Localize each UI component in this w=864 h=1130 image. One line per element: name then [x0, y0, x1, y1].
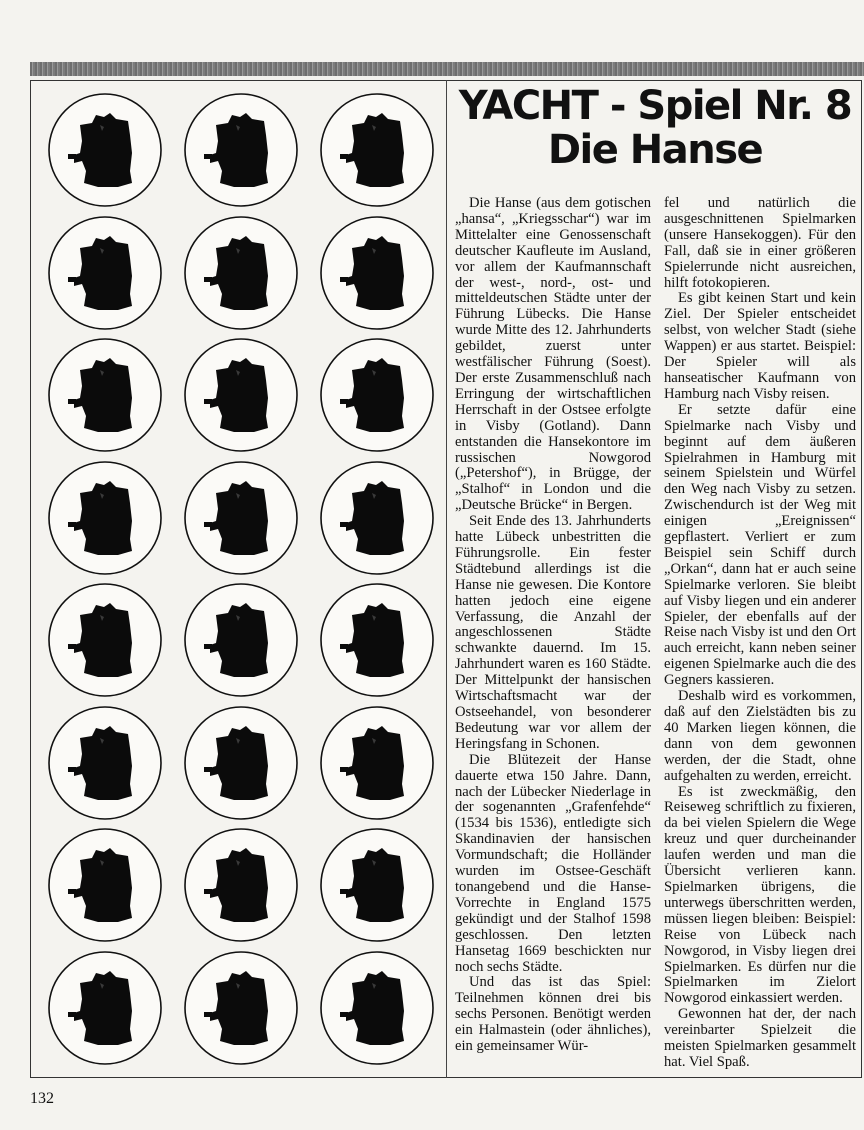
- hanse-kogge-game-token-icon: [182, 704, 300, 822]
- game-token: [318, 214, 436, 332]
- article-paragraph: Er setzte dafür eine Spielmarke nach Visby und beginnt auf dem äußeren Spielrahmen in Hamburg mit seinem Spielstein und Würfel den Weg nach Visby zu setzen. Zwischendurch ist der Weg mit einigen „Ereignissen“ gepflastert. Verliert er zum Beispiel sein Schiff durch „Orkan“, dann hat er auch seine Spielmarke verloren. Sie bleibt auf Visby liegen und ein anderer Spieler, der ebenfalls auf der Reise nach Visby ist und den Ort auch erreicht, kann neben seiner eigenen Spielmarke auch die des Gegners kassieren.: [664, 401, 856, 689]
- hanse-kogge-game-token-icon: [318, 704, 436, 822]
- hanse-kogge-game-token-icon: [182, 214, 300, 332]
- hanse-kogge-game-token-icon: [318, 459, 436, 577]
- game-token: [318, 581, 436, 699]
- hanse-kogge-game-token-icon: [46, 949, 164, 1067]
- hanse-kogge-game-token-icon: [46, 826, 164, 944]
- hanse-kogge-game-token-icon: [46, 459, 164, 577]
- game-token: [318, 459, 436, 577]
- article-paragraph: Deshalb wird es vorkommen, daß auf den Zielstädten bis zu 40 Marken liegen können, die dann von dem gewonnen werden, der die Stadt, ohne aufgehalten zu werden, erreicht.: [664, 688, 856, 784]
- article-paragraph: Es gibt keinen Start und kein Ziel. Der Spieler entscheidet selbst, von welcher Stadt (siehe Wappen) er aus startet. Beispiel: Der Spieler will als hanseatischer Kaufmann von Hamburg nach Visby reisen.: [664, 290, 856, 402]
- game-token: [182, 581, 300, 699]
- game-token: [182, 214, 300, 332]
- article-paragraph: Die Blütezeit der Hanse dauerte etwa 150 Jahre. Dann, nach der Lübecker Niederlage in der sogenannten „Grafenfehde“ (1534 bis 1536), entledigte sich Skandinavien der hansischen Vormundschaft; die Holländer wurden im Ostsee-Geschäft tonangebend und die Hanse-Vorrechte in England 1575 gekündigt und der Stalhof 1598 geschlossen. Den letzten Hansetag 1669 beschickten nur noch sechs Städte.: [455, 751, 651, 975]
- article-paragraph: Und das ist das Spiel: Teilnehmen können drei bis sechs Personen. Benötigt werden ein Halmastein (oder ähnliches), ein gemeinsamer Wür-: [455, 974, 651, 1055]
- game-token: [46, 581, 164, 699]
- hanse-kogge-game-token-icon: [318, 826, 436, 944]
- game-token: [318, 949, 436, 1067]
- hanse-kogge-game-token-icon: [318, 581, 436, 699]
- game-token: [46, 214, 164, 332]
- page-number: 132: [30, 1090, 54, 1107]
- column-divider: [446, 80, 447, 1078]
- game-token: [46, 949, 164, 1067]
- game-token: [182, 826, 300, 944]
- hanse-kogge-game-token-icon: [182, 336, 300, 454]
- article-column-1: [455, 196, 651, 1055]
- hanse-kogge-game-token-icon: [182, 459, 300, 577]
- game-token: [318, 91, 436, 209]
- top-halftone-bar: [30, 62, 864, 76]
- article-paragraph: Es ist zweckmäßig, den Reiseweg schriftlich zu fixieren, da bei vielen Spielern die Wege kreuz und quer durcheinander laufen werden und man die Übersicht verlieren kann. Spielmarken übrigens, die unterwegs überschritten werden, müssen liegen bleiben: Beispiel: Reise von Lübeck nach Nowgorod, in Visby liegen drei Spielmarken. Es dürfen nur die Spielmarken im Zielort Nowgorod einkassiert werden.: [664, 783, 856, 1007]
- game-token: [46, 704, 164, 822]
- article-paragraph: Gewonnen hat der, der nach vereinbarter Spielzeit die meisten Spielmarken gesammelt hat. Viel Spaß.: [664, 1006, 856, 1070]
- article-paragraph: Seit Ende des 13. Jahrhunderts hatte Lübeck unbestritten die Führungsrolle. Ein fester Städtebund allerdings ist die Hanse nie gewesen. Die Kontore hatten jedoch eine eigene Verfassung, die Anzahl der angeschlossenen Städte schwankte dauernd. Im 15. Jahrhundert waren es 160 Städte. Der Mittelpunkt der hansischen Wirtschaftsmacht war der Ostseehandel, von besonderer Bedeutung war vor allem der Heringsfang in Schonen.: [455, 513, 651, 752]
- game-token: [182, 949, 300, 1067]
- game-token: [182, 459, 300, 577]
- game-token: [182, 704, 300, 822]
- hanse-kogge-game-token-icon: [46, 581, 164, 699]
- game-token: [46, 336, 164, 454]
- hanse-kogge-game-token-icon: [46, 214, 164, 332]
- game-token: [46, 459, 164, 577]
- article-paragraph: Die Hanse (aus dem gotischen „hansa“, „Kriegsschar“) war im Mittelalter eine Genossenschaft deutscher Kaufleute im Ausland, vor allem der Kaufmannschaft der west-, nord-, ost- und mitteldeutschen Städte unter der Führung Lübecks. Die Hanse wurde Mitte des 12. Jahrhunderts gebildet, zuerst unter westfälischer Führung (Soest). Der erste Zusammenschluß nach Erringung der wirtschaftlichen Herrschaft in der Ostsee erfolgte in Visby (Gotland). Dann entstanden die Hansekontore im russischen Nowgorod („Petershof“), in Brügge, der „Stalhof“ in London und die „Deutsche Brücke“ in Bergen.: [455, 195, 651, 514]
- title-line-1: YACHT - Spiel Nr. 8: [458, 83, 852, 129]
- game-token-sheet: [30, 80, 446, 1078]
- hanse-kogge-game-token-icon: [318, 214, 436, 332]
- hanse-kogge-game-token-icon: [46, 704, 164, 822]
- hanse-kogge-game-token-icon: [318, 949, 436, 1067]
- game-token: [318, 826, 436, 944]
- hanse-kogge-game-token-icon: [318, 336, 436, 454]
- game-token: [318, 336, 436, 454]
- hanse-kogge-game-token-icon: [318, 91, 436, 209]
- hanse-kogge-game-token-icon: [182, 826, 300, 944]
- hanse-kogge-game-token-icon: [182, 581, 300, 699]
- game-token: [182, 336, 300, 454]
- game-token: [318, 704, 436, 822]
- game-token: [182, 91, 300, 209]
- hanse-kogge-game-token-icon: [46, 336, 164, 454]
- hanse-kogge-game-token-icon: [46, 91, 164, 209]
- title-line-2: Die Hanse: [547, 127, 763, 173]
- page-title: [448, 84, 862, 172]
- game-token: [46, 826, 164, 944]
- hanse-kogge-game-token-icon: [182, 949, 300, 1067]
- hanse-kogge-game-token-icon: [182, 91, 300, 209]
- game-token: [46, 91, 164, 209]
- article-column-2: [664, 196, 856, 1071]
- article-paragraph: fel und natürlich die ausgeschnittenen Spielmarken (unsere Hansekoggen). Für den Fall, daß sie in einer größeren Spielerrunde nicht ausreichen, hilft fotokopieren.: [664, 195, 856, 291]
